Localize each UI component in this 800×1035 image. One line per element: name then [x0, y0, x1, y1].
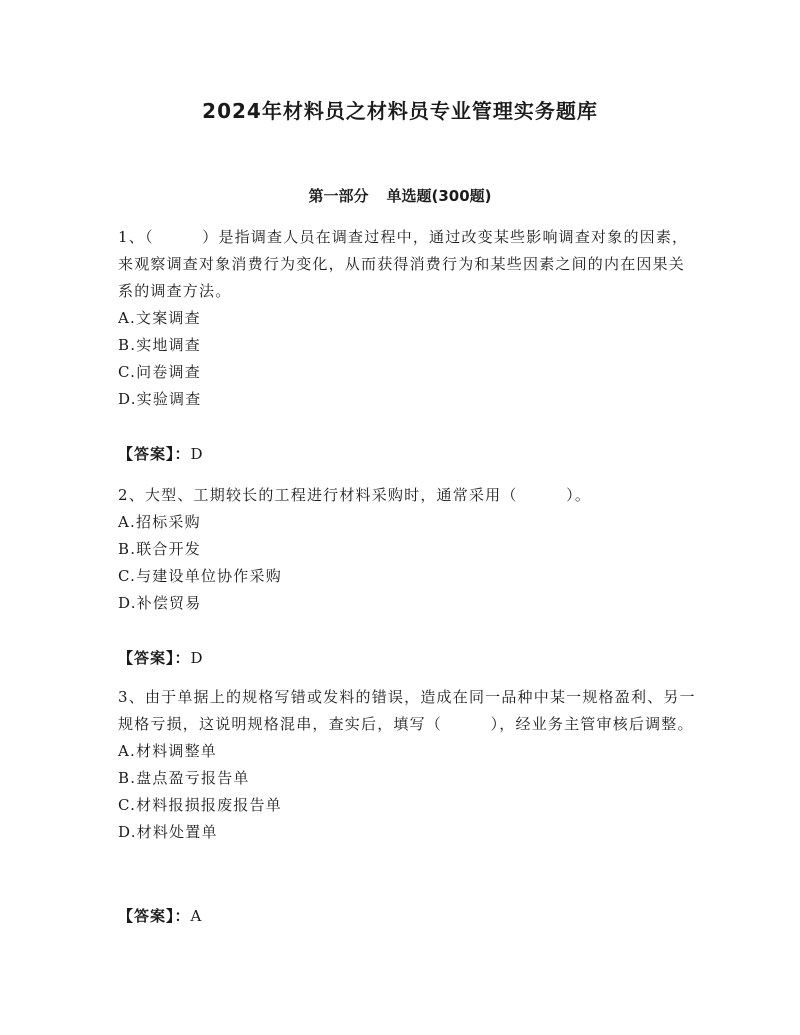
option-b: B.联合开发 [118, 540, 201, 558]
answer-label: 【答案】： [118, 445, 191, 463]
answer-2 [118, 647, 204, 668]
option-d: D.补偿贸易 [118, 594, 202, 612]
answer-label: 【答案】： [118, 649, 191, 667]
section-name: 单选题(300题) [386, 187, 492, 205]
option-d: D.材料处置单 [118, 823, 218, 841]
question-stem: 3、由于单据上的规格写错或发料的错误，造成在同一品种中某一规格盈利、另一规格亏损，这说明规格混串，查实后，填写（ ），经业务主管审核后调整。 [118, 688, 696, 733]
answer-label: 【答案】： [118, 907, 191, 925]
answer-value: D [190, 445, 204, 463]
option-c: C.问卷调查 [118, 363, 201, 381]
section-heading [0, 185, 800, 206]
question-3 [118, 684, 698, 846]
answer-3 [118, 905, 202, 926]
option-a: A.材料调整单 [118, 742, 218, 760]
option-c: C.材料报损报废报告单 [118, 796, 282, 814]
answer-1 [118, 443, 204, 464]
option-c: C.与建设单位协作采购 [118, 567, 282, 585]
answer-value: A [190, 907, 203, 925]
section-part: 第一部分 [308, 187, 369, 205]
question-1 [118, 224, 698, 413]
option-a: A.文案调查 [118, 309, 201, 327]
question-stem: 2、大型、工期较长的工程进行材料采购时，通常采用（ ）。 [118, 486, 592, 504]
option-b: B.实地调查 [118, 336, 201, 354]
option-b: B.盘点盈亏报告单 [118, 769, 250, 787]
document-title: 2024年材料员之材料员专业管理实务题库 [202, 99, 598, 123]
question-2 [118, 482, 698, 617]
answer-value: D [190, 649, 204, 667]
question-stem: 1、（ ）是指调查人员在调查过程中，通过改变某些影响调查对象的因素，来观察调查对象消费行为变化，从而获得消费行为和某些因素之间的内在因果关系的调查方法。 [118, 228, 689, 300]
option-a: A.招标采购 [118, 513, 201, 531]
option-d: D.实验调查 [118, 390, 202, 408]
